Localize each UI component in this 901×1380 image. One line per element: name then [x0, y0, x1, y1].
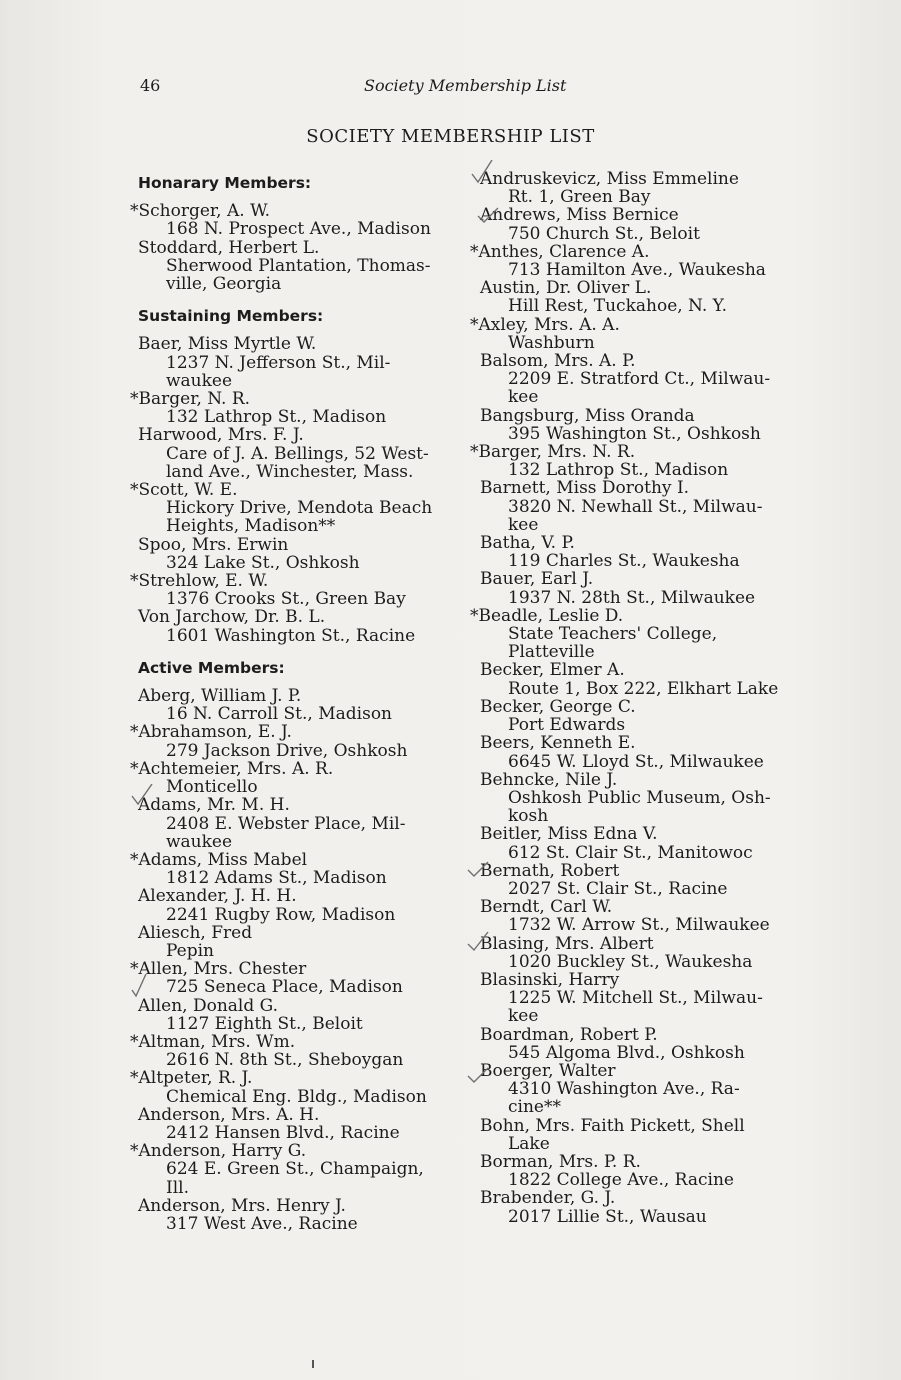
member-entry	[478, 771, 808, 826]
paper-speck	[312, 1360, 314, 1368]
member-address-line: 612 St. Clair St., Manitowoc	[508, 842, 753, 863]
member-entry	[130, 201, 458, 240]
member-entry	[138, 536, 458, 572]
member-name: Boerger, Walter	[480, 1060, 616, 1081]
member-address-line: Port Edwards	[508, 715, 626, 736]
member-address-line: waukee	[166, 831, 233, 852]
member-address-line: 1376 Crooks St., Green Bay	[166, 589, 406, 610]
member-address-line: kee	[508, 1006, 539, 1027]
member-address-line: kosh	[508, 806, 549, 827]
member-name: Anderson, Mrs. Henry J.	[138, 1195, 346, 1216]
member-entry	[130, 1068, 458, 1107]
running-head: Society Membership List	[364, 76, 567, 95]
member-address-line: 1812 Adams St., Madison	[166, 868, 387, 889]
member-address-line: Monticello	[166, 777, 258, 798]
member-address-line: 317 West Ave., Racine	[166, 1213, 358, 1234]
member-name: *Altman, Mrs. Wm.	[130, 1031, 296, 1052]
member-name: Aberg, William J. P.	[138, 686, 302, 707]
member-name: *Axley, Mrs. A. A.	[470, 314, 620, 335]
member-entry	[478, 570, 808, 606]
member-address-line: Ill.	[166, 1177, 189, 1198]
member-entry	[470, 314, 808, 353]
member-name: *Beadle, Leslie D.	[470, 605, 624, 626]
member-address-line: 1822 College Ave., Racine	[508, 1170, 734, 1191]
right-column	[470, 169, 808, 1227]
member-name: Behncke, Nile J.	[480, 769, 618, 790]
member-address-line: 2027 St. Clair St., Racine	[508, 878, 728, 899]
member-address-line: Chemical Eng. Bldg., Madison	[166, 1086, 427, 1107]
pencil-check-mark-icon	[476, 206, 500, 230]
pencil-check-mark-icon	[470, 160, 494, 184]
member-address-line: 2616 N. 8th St., Sheboygan	[166, 1050, 404, 1071]
member-address-line: 132 Lathrop St., Madison	[508, 460, 729, 481]
member-address-line: 2412 Hansen Blvd., Racine	[166, 1122, 400, 1143]
member-entry	[130, 758, 458, 798]
member-address-line: 750 Church St., Beloit	[508, 223, 700, 244]
member-entry	[478, 170, 808, 206]
member-name: Balsom, Mrs. A. P.	[480, 351, 636, 372]
member-address-line: cine**	[508, 1097, 561, 1118]
pencil-check-mark-icon	[466, 930, 490, 954]
section-heading: Honarary Members:	[138, 174, 312, 192]
member-entry	[130, 389, 458, 428]
page-number: 46	[140, 76, 161, 95]
member-address-line: Oshkosh Public Museum, Osh-	[508, 787, 771, 808]
member-name: Andruskevicz, Miss Emmeline	[480, 169, 739, 189]
member-address-line: Hill Rest, Tuckahoe, N. Y.	[508, 296, 728, 317]
member-name: Beitler, Miss Edna V.	[480, 824, 658, 845]
member-entry	[478, 661, 808, 697]
member-entry	[478, 1062, 808, 1117]
member-address-line: Route 1, Box 222, Elkhart Lake	[508, 678, 779, 699]
member-address-line: kee	[508, 514, 539, 535]
member-name: *Anderson, Harry G.	[130, 1141, 307, 1162]
member-address-line: 1937 N. 28th St., Milwaukee	[508, 587, 756, 608]
member-entry	[478, 1153, 808, 1189]
member-name: Harwood, Mrs. F. J.	[138, 425, 304, 446]
member-name: *Allen, Mrs. Chester	[130, 959, 307, 980]
pencil-check-mark-icon	[466, 1064, 490, 1088]
member-entry	[130, 849, 458, 889]
member-name: Blasinski, Harry	[480, 969, 620, 990]
member-address-line: Washburn	[508, 332, 595, 353]
member-entry	[478, 825, 808, 861]
member-entry	[130, 480, 458, 537]
member-address-line: 279 Jackson Drive, Oshkosh	[166, 740, 408, 761]
member-name: Adams, Mr. M. H.	[138, 795, 290, 816]
page-title: SOCIETY MEMBERSHIP LIST	[306, 126, 595, 147]
member-name: *Adams, Miss Mabel	[130, 849, 308, 870]
member-name: Anderson, Mrs. A. H.	[138, 1104, 320, 1125]
member-entry	[130, 959, 458, 998]
member-entry	[138, 608, 458, 644]
member-entry	[478, 352, 808, 407]
member-entry	[478, 206, 808, 242]
member-name: Boardman, Robert P.	[480, 1024, 658, 1045]
member-name: *Anthes, Clarence A.	[470, 241, 650, 262]
member-entry	[470, 605, 808, 663]
member-address-line: land Ave., Winchester, Mass.	[166, 461, 414, 482]
member-address-line: 3820 N. Newhall St., Milwau-	[508, 496, 763, 517]
pencil-check-mark-icon	[130, 784, 154, 808]
member-name: Barnett, Miss Dorothy I.	[480, 478, 690, 499]
member-name: *Altpeter, R. J.	[130, 1068, 253, 1089]
member-address-line: State Teachers' College,	[508, 624, 718, 645]
member-entry	[478, 935, 808, 971]
member-entry	[478, 534, 808, 570]
member-name: Brabender, G. J.	[480, 1188, 616, 1209]
member-address-line: 2017 Lillie St., Wausau	[508, 1206, 707, 1227]
member-name: Bauer, Earl J.	[480, 569, 594, 590]
member-entry	[138, 687, 458, 723]
member-address-line: 725 Seneca Place, Madison	[166, 977, 403, 998]
member-entry	[478, 407, 808, 443]
member-name: *Achtemeier, Mrs. A. R.	[130, 758, 334, 779]
member-name: Von Jarchow, Dr. B. L.	[138, 607, 326, 628]
member-entry	[138, 1106, 458, 1142]
member-address-line: Platteville	[508, 642, 595, 663]
member-address-line: Sherwood Plantation, Thomas-	[166, 255, 431, 276]
member-address-line: waukee	[166, 370, 233, 391]
member-entry	[478, 971, 808, 1026]
member-address-line: Heights, Madison**	[166, 516, 336, 537]
member-address-line: Rt. 1, Green Bay	[508, 187, 651, 208]
member-entry	[138, 887, 458, 923]
member-name: Batha, V. P.	[480, 533, 575, 554]
member-name: Berndt, Carl W.	[480, 897, 613, 918]
member-name: Andrews, Miss Bernice	[480, 205, 679, 226]
member-name: Bernath, Robert	[480, 860, 620, 881]
section-heading: Active Members:	[138, 658, 285, 677]
member-entry	[138, 997, 458, 1033]
member-address-line: 1237 N. Jefferson St., Mil-	[166, 352, 391, 373]
member-name: *Schorger, A. W.	[130, 201, 270, 222]
member-name: Becker, Elmer A.	[480, 660, 625, 681]
member-address-line: kee	[508, 387, 539, 408]
member-name: Bangsburg, Miss Oranda	[480, 405, 695, 426]
member-entry	[130, 722, 458, 761]
member-address-line: 1732 W. Arrow St., Milwaukee	[508, 915, 770, 936]
pencil-check-mark-icon	[128, 974, 152, 998]
member-entry	[478, 734, 808, 770]
member-name: Spoo, Mrs. Erwin	[138, 534, 289, 555]
member-address-line: Hickory Drive, Mendota Beach	[166, 498, 433, 519]
page-header	[140, 76, 780, 100]
member-address-line: 624 E. Green St., Champaign,	[166, 1159, 424, 1180]
member-address-line: 4310 Washington Ave., Ra-	[508, 1079, 740, 1100]
member-entry	[478, 1026, 808, 1062]
section-heading: Sustaining Members:	[138, 307, 324, 326]
member-address-line: 119 Charles St., Waukesha	[508, 551, 740, 572]
member-name: *Barger, Mrs. N. R.	[470, 442, 636, 463]
member-name: Borman, Mrs. P. R.	[480, 1151, 641, 1172]
member-address-line: 2241 Rugby Row, Madison	[166, 904, 396, 925]
member-name: Blasing, Mrs. Albert	[480, 933, 654, 954]
member-name: Baer, Miss Myrtle W.	[138, 334, 317, 355]
member-name: Bohn, Mrs. Faith Pickett, Shell	[480, 1115, 745, 1136]
member-address-line: 1225 W. Mitchell St., Milwau-	[508, 988, 763, 1009]
member-entry	[138, 924, 458, 960]
member-address-line: 168 N. Prospect Ave., Madison	[166, 219, 431, 240]
member-entry	[470, 442, 808, 481]
member-entry	[478, 862, 808, 898]
pencil-check-mark-icon	[466, 858, 490, 882]
member-address-line: 16 N. Carroll St., Madison	[166, 704, 392, 725]
member-entry	[138, 426, 458, 481]
member-address-line: Pepin	[166, 940, 215, 961]
member-entry	[138, 335, 458, 390]
member-name: Alexander, J. H. H.	[138, 886, 297, 907]
member-entry	[478, 698, 808, 734]
member-address-line: 395 Washington St., Oshkosh	[508, 423, 761, 444]
member-address-line: 1601 Washington St., Racine	[166, 625, 416, 646]
member-name: Aliesch, Fred	[138, 922, 253, 943]
member-address-line: 324 Lake St., Oshkosh	[166, 552, 360, 573]
member-entry	[130, 1141, 458, 1198]
member-name: Stoddard, Herbert L.	[138, 237, 320, 258]
member-address-line: 2209 E. Stratford Ct., Milwau-	[508, 369, 771, 390]
member-entry	[478, 479, 808, 534]
member-address-line: Lake	[508, 1133, 550, 1154]
member-entry	[138, 796, 458, 851]
member-address-line: 132 Lathrop St., Madison	[166, 407, 387, 428]
member-entry	[478, 1189, 808, 1225]
member-address-line: Care of J. A. Bellings, 52 West-	[166, 443, 429, 464]
member-name: *Barger, N. R.	[130, 389, 251, 410]
member-entry	[138, 1197, 458, 1233]
member-name: Allen, Donald G.	[138, 995, 279, 1016]
member-name: *Scott, W. E.	[130, 480, 238, 501]
member-entry	[130, 571, 458, 610]
member-entry	[130, 1031, 458, 1071]
member-address-line: 1020 Buckley St., Waukesha	[508, 951, 753, 972]
member-address-line: 1127 Eighth St., Beloit	[166, 1013, 363, 1034]
member-entry	[138, 239, 458, 294]
member-name: Austin, Dr. Oliver L.	[480, 278, 652, 299]
member-name: *Strehlow, E. W.	[130, 571, 269, 592]
member-address-line: 545 Algoma Blvd., Oshkosh	[508, 1042, 745, 1063]
member-address-line: 6645 W. Lloyd St., Milwaukee	[508, 751, 764, 772]
member-name: Beers, Kenneth E.	[480, 733, 636, 754]
member-entry	[478, 1117, 808, 1153]
member-address-line: 2408 E. Webster Place, Mil-	[166, 813, 406, 834]
member-entry	[478, 898, 808, 934]
member-entry	[470, 241, 808, 281]
member-address-line: 713 Hamilton Ave., Waukesha	[508, 260, 766, 281]
left-column	[130, 170, 458, 1234]
member-name: *Abrahamson, E. J.	[130, 722, 292, 743]
member-entry	[478, 279, 808, 315]
member-address-line: ville, Georgia	[166, 274, 282, 295]
member-name: Becker, George C.	[480, 696, 636, 717]
